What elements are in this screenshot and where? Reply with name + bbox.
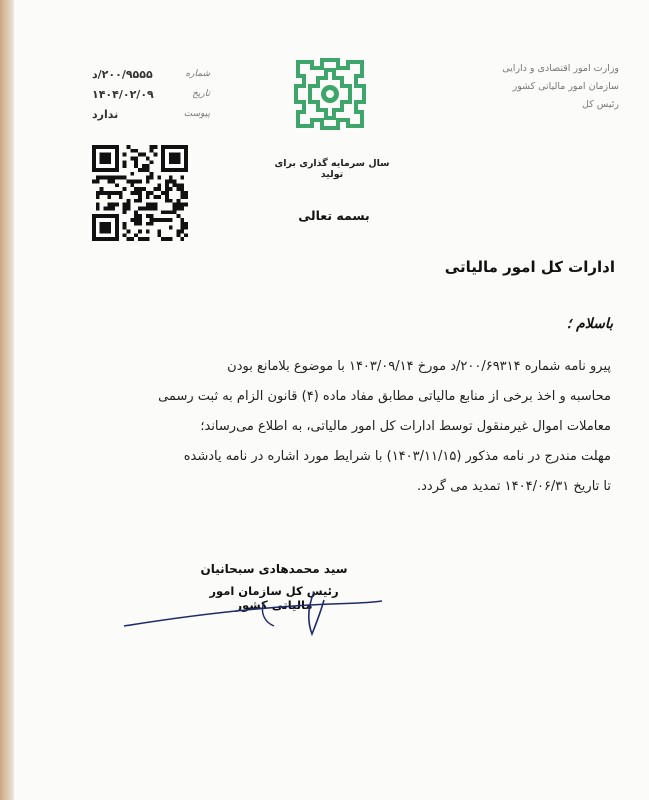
page-edge-shadow [0, 0, 14, 800]
signatory-title: رئیس کل سازمان امور مالیاتی کشور [209, 584, 339, 612]
org-line: وزارت امور اقتصادی و دارایی [502, 63, 619, 74]
year-slogan: سال سرمایه گذاری برای تولید [274, 158, 390, 180]
org-line: رئیس کل [582, 99, 619, 111]
body-line: محاسبه و اخذ برخی از منابع مالیاتی مطابق مفاد ماده (۴) قانون الزام به ثبت رسمی [158, 389, 611, 404]
greeting: باسلام ؛ [566, 316, 613, 332]
meta-label: شماره [185, 69, 210, 79]
signatory-name: سید محمدهادی سبحانیان [200, 562, 348, 576]
meta-number-row [92, 64, 210, 84]
letter-metadata [92, 64, 210, 124]
letter-sheet [14, 0, 649, 800]
meta-date-row [92, 84, 210, 104]
basmala: بسمه تعالی [298, 208, 370, 223]
body-line: پیرو نامه شماره ۲۰۰/۶۹۳۱۴/د مورخ ۱۴۰۳/۰۹/۱۴ با موضوع بلامانع بودن [227, 359, 611, 374]
qr-code [92, 145, 188, 241]
body-line: مهلت مندرج در نامه مذکور (۱۴۰۳/۱۱/۱۵) با شرایط مورد اشاره در نامه یادشده [183, 449, 611, 464]
letter-date: ۱۴۰۴/۰۲/۰۹ [92, 87, 154, 101]
org-line: سازمان امور مالیاتی کشور [512, 81, 619, 93]
tax-organization-logo [292, 56, 368, 132]
letter-number: ۲۰۰/۹۵۵۵/د [92, 67, 153, 81]
meta-attachment-row [92, 104, 210, 124]
meta-label: تاریخ [192, 89, 210, 99]
body-line: تا تاریخ ۱۴۰۴/۰۶/۳۱ تمدید می گردد. [416, 479, 611, 494]
letter-attachment: ندارد [92, 107, 119, 121]
body-line: معاملات اموال غیرمنقول توسط ادارات کل امور مالیاتی، به اطلاع می‌رساند؛ [200, 419, 611, 434]
letter-body [51, 352, 611, 502]
handwritten-signature [114, 574, 404, 644]
meta-label: پیوست [183, 109, 210, 119]
organization-header [459, 60, 619, 114]
recipient: ادارات کل امور مالیاتی [444, 258, 615, 276]
